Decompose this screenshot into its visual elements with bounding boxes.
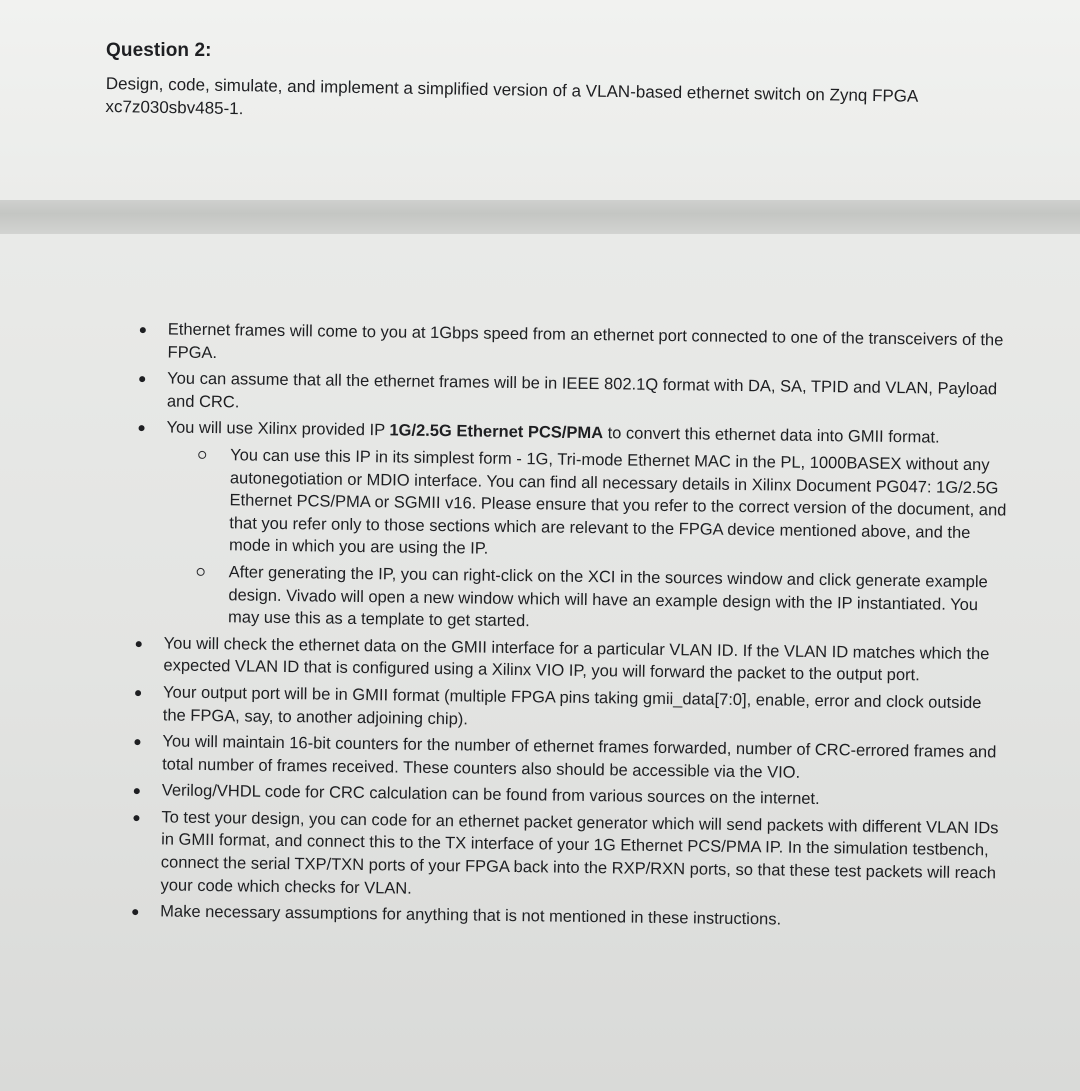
list-item-text: Make necessary assumptions for anything that is not mentioned in these instructions. xyxy=(160,902,782,929)
bullet-icon xyxy=(140,327,146,333)
list-item xyxy=(127,681,1008,738)
sub-list-item xyxy=(129,443,1010,567)
list-item xyxy=(124,806,1005,908)
list-item-text: Ethernet frames will come to you at 1Gbps speed from an ethernet port connected to one of the transceivers of the FPGA. xyxy=(167,320,1004,362)
list-item xyxy=(126,730,1007,787)
ip-name-bold: 1G/2.5G Ethernet PCS/PMA xyxy=(389,421,604,443)
bullet-icon xyxy=(139,376,145,382)
list-item xyxy=(127,632,1008,689)
list-item-text: You can assume that all the ethernet frames will be in IEEE 802.1Q format with DA, SA, TPID and VLAN, Payload and CRC. xyxy=(166,369,998,412)
list-item-text: You will check the ethernet data on the GMII interface for a particular VLAN ID. If the VLAN ID matches which the expected VLAN ID that is configured using a Xilinx VIO IP, you will forward the packet to the output port. xyxy=(163,634,990,685)
bullet-icon xyxy=(133,815,139,821)
sub-list-item-text: After generating the IP, you can right-click on the XCI in the sources window and click generate example design. Vivado will open a new window which will have an example design with the IP instantiated. You may use this as a template to get started. xyxy=(227,563,988,631)
bullet-icon xyxy=(139,425,145,431)
bullet-icon xyxy=(135,690,141,696)
sub-list-item-text: You can use this IP in its simplest form - 1G, Tri-mode Ethernet MAC in the PL, 1000BASEX without any autonegotiation or MDIO interface. You can find all necessary details in Xilinx Document PG047: 1G/2.5G Ethernet PCS/PMA or SGMII v16. Please ensure that you refer to the correct version of the document, and that you refer only to those sections which are relevant to the FPGA device mentioned above, and the mode in which you are using the IP. xyxy=(228,446,1007,559)
instruction-list xyxy=(124,318,1012,938)
list-item xyxy=(131,367,1012,424)
circle-bullet-icon xyxy=(198,451,206,459)
list-item-text: Your output port will be in GMII format (multiple FPGA pins taking gmii_data[7:0], enable, error and clock outside the FPGA, say, to another adjoining chip). xyxy=(162,683,982,728)
question-title: Question 2: xyxy=(106,40,212,61)
bullet-icon xyxy=(136,641,142,647)
section-divider xyxy=(0,200,1080,234)
bullet-icon xyxy=(134,739,140,745)
list-item-text: You will maintain 16-bit counters for the number of ethernet frames forwarded, number of CRC-errored frames and total number of frames received. These counters also should be accessible via the VIO. xyxy=(162,732,997,782)
list-item-text-start: You will use Xilinx provided IP xyxy=(166,418,390,440)
question-intro: Design, code, simulate, and implement a simplified version of a VLAN-based ethernet switch on Zynq FPGA xc7z030sbv485-1. xyxy=(105,73,918,119)
list-item-text: Verilog/VHDL code for CRC calculation can be found from various sources on the internet. xyxy=(161,781,820,809)
sub-list-item xyxy=(128,560,1009,639)
bullet-icon xyxy=(134,788,140,794)
circle-bullet-icon xyxy=(197,568,205,576)
list-item-text-end: to convert this ethernet data into GMII format. xyxy=(602,424,940,447)
bullet-icon xyxy=(132,909,138,915)
list-item-text: To test your design, you can code for an ethernet packet generator which will send packets with different VLAN IDs in GMII format, and connect this to the TX interface of your 1G Ethernet PCS/PMA IP. In the simulation testbench, connect the serial TXP/TXN ports of your FPGA back into the RXP/RXN ports, so that these test packets will reach your code which checks for VLAN. xyxy=(160,808,999,898)
